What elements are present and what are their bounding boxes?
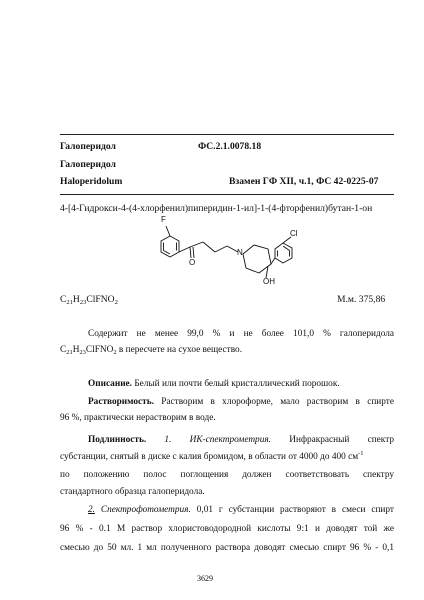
identity-line-4: стандартного образца галоперидола. <box>60 487 205 497</box>
replaces-note: Взамен ГФ XII, ч.1, ФС 42-0225-07 <box>229 176 379 187</box>
identity-line-3: по положению полос поглощения должен соответствовать спектру <box>60 470 394 480</box>
chemical-name: 4-[4-Гидрокси-4-(4-хлорфенил)пиперидин-1-ил]-1-(4-фторфенил)бутан-1-он <box>60 203 373 214</box>
content-line-1: Содержит не менее 99,0 % и не более 101,0 % галоперидола <box>88 329 394 339</box>
content-line-2: $C_{21}H_{23}ClFNO_2$ в пересчете на сухое вещество. <box>60 345 243 356</box>
title-ru-2: Галоперидол <box>60 159 116 170</box>
identity-line-1: Подлинность. 1. ИК-спектрометрия. Инфракрасный спектр <box>88 435 395 445</box>
identity-line-2: субстанции, снятый в диске с калия бромидом, в области от 4000 до 400 $см^{-1}$ <box>60 450 364 462</box>
page-number: 3629 <box>197 574 213 583</box>
description-line: Описание. Белый или почти белый кристаллический порошок. <box>88 379 340 389</box>
solubility-line-2: 96 %, практически нерастворим в воде. <box>60 413 216 423</box>
atom-o-label: O <box>189 258 196 267</box>
identity-line-6: 96 % - 0.1 М раствор хлористоводородной кислоты 9:1 и доводят той же <box>60 524 394 534</box>
atom-n-label: N <box>237 248 243 257</box>
fs-number: ФС.2.1.0078.18 <box>198 141 262 152</box>
atom-f-label: F <box>161 215 166 224</box>
atom-oh-label: OH <box>263 277 275 286</box>
identity-line-5: 2. Спектрофотометрия. 0,01 г субстанции растворяют в смеси спирт <box>88 505 394 515</box>
title-ru-1: Галоперидол <box>60 141 116 152</box>
molecular-formula: $C_{21}H_{23}ClFNO_2$ <box>60 294 118 306</box>
solubility-line-1: Растворимость. Растворим в хлороформе, мало растворим в спирте <box>88 397 395 407</box>
atom-cl-label: Cl <box>290 229 298 238</box>
title-lat: Haloperidolum <box>60 176 123 187</box>
molecular-mass: М.м. 375,86 <box>337 294 386 305</box>
identity-line-7: смесью до 50 мл. 1 мл полученного раствора доводят смесью спирт 96 % - 0,1 <box>60 543 394 553</box>
